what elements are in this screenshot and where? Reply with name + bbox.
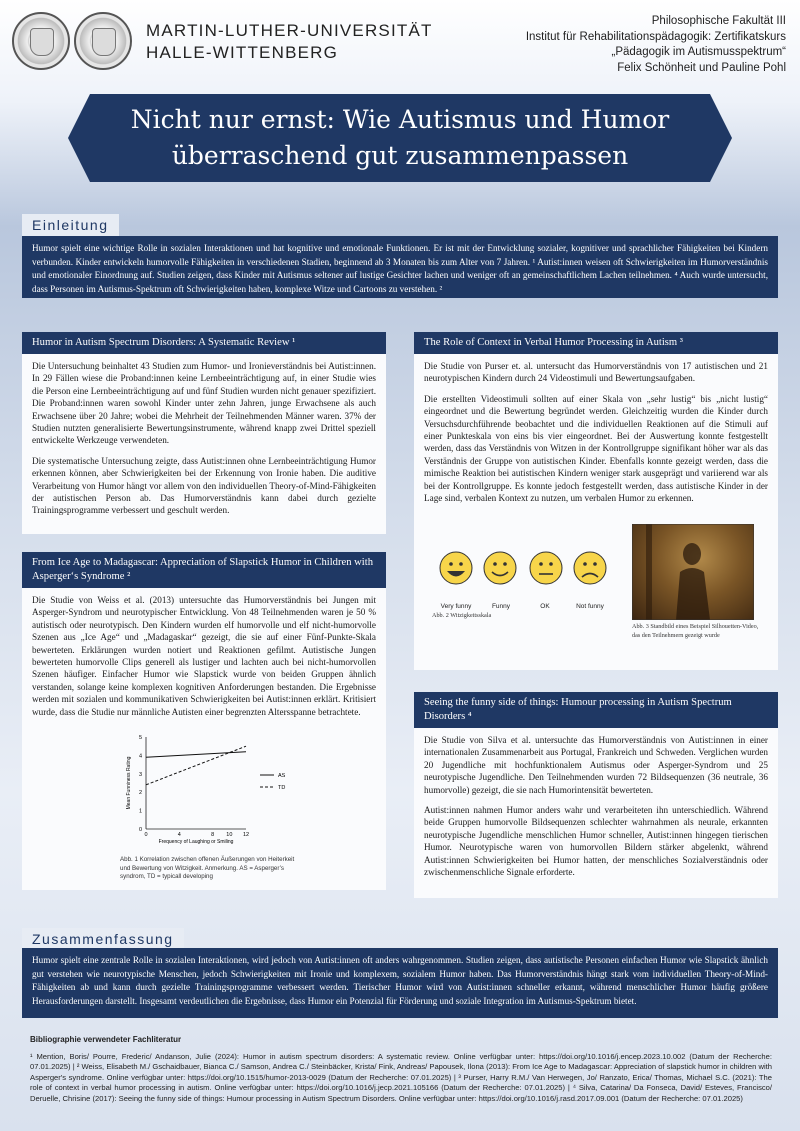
course: „Pädagogik im Autismusspektrum“ [611,46,786,58]
bibliography-text: ¹ Mention, Boris/ Pourre, Frederic/ Andanson, Julie (2024): Humor in autism spectrum disorders: A systematic review. Online verfügbar unter: https://doi.org/10.1016/j.encep.2023.10.002 (Datum der Recherche: 07.01.2025) | ² Weiss, Elisabeth M./ Gschaidbauer, Bianca C./ Samson, Andrea C./ Steinbäcker, Krista/ Fink, Andreas/ Papousek, Ilona (2013): From Ice Age to Madagascar: Appreciation of slapstick humor in children with Asperger's syndrome. Online verfügbar unter: https://doi.org/10.1515/humor-2013-0029 (Datum der Recherche: 07.01.2025) | ³ Purser, Harry R.M./ Van Herwegen, Jo/ Ranzato, Erica/ Thomas, Michael S.C. (2021): The role of context in verbal humor processing in autism. Online verfügbar unter: https://doi.org/10.1016/j.jecp.2021.105166 (Datum der Recherche: 07.01.2025) | ⁴ Silva, Catarina/ Da Fonseca, David/ Esteves, Francisco/ Deruelle, Chrisine (2017): Seeing the funny side of things: Humour processing in Autism Spectrum Disorders. Online verfügbar unter: https://doi.org/10.1016/j.rasd.2017.09.001 (Datum der Recherche: 07.01.2025) [30,1051,772,1103]
card-body [22,354,386,523]
authors: Felix Schönheit und Pauline Pohl [617,61,786,74]
card-body [414,354,778,510]
intro-heading: Einleitung [22,214,119,236]
title-line-2: überraschend gut zusammenpassen [171,141,629,170]
x-tick-label: 0 [144,832,148,838]
y-tick-label: 5 [138,735,142,741]
scale-label: Not funny [576,603,604,610]
not-funny-smiley-icon [574,552,606,584]
video-caption: Abb. 3 Standbild eines Beispiel Silhouetten-Video, das den Teilnehmern gezeigt wurde [632,623,759,639]
x-tick-label: 10 [226,832,233,838]
scale-label: Very funny [440,603,472,610]
scale-caption: Abb. 2 Witzigkeitsskala [432,612,492,619]
silhouette-icon [632,524,754,620]
institute: Institut für Rehabilitationspädagogik: Zertifikatskurs [525,30,786,43]
correlation-chart [112,733,302,853]
series-line-td [146,746,246,785]
legend-label: AS [278,773,286,779]
scale-label: Funny [491,603,511,610]
paragraph: Autist:innen nahmen Humor anders wahr und verarbeiteten ihn unterschiedlich. Während beide Gruppen humorvolle Bildsequenzen schlechter wahrnahmen als neurale, erkannten neurotypische Jugendliche menschlichen Humor schneller, Autist:innen hingegen tierischen Humor. Neurotypische waren von humorvollen Bildern stärker abgelenkt, während Autist:innen Schwierigkeiten bei Humor hatten, der menschliches Sozialverständnis oder zwischenmenschliche Signale erforderte. [424,805,768,878]
paragraph: Die erstellten Videostimuli sollten auf einer Skala von „sehr lustig“ bis „nicht lustig“ eingeordnet und die Bewertung begründet werden. Gleichzeitig wurden die Kinder durch Versuchsdurchführende beobachtet und die individuellen Reaktionen auf die Stimuli auf einer Punkteskala von eins bis vier eingeordnet. Bei der Auswertung konnte festgestellt werden, dass das Verständnis von Witzen in der Kontrollgruppe signifikant höher war als das Verständnis der Gruppe von autistischen Kinder. Ebenfalls konnte gezeigt werden, dass die mimische Reaktion bei autistischen Kindern weniger stark ausgeprägt und variierend war als bei der Kontrollgruppe. Es konnte jedoch festgestellt werden, dass autistische Kinder in der Lage sind, verbalen Kontext zu nutzen, um verbalen Humor zu erkennen. [424,393,768,504]
scale-labels [432,603,612,610]
card-title: Seeing the funny side of things: Humour processing in Autism Spectrum Disorders ⁴ [414,692,778,728]
seal-icon [12,12,70,70]
card-title: The Role of Context in Verbal Humor Processing in Autism ³ [414,332,778,354]
university-line-1: MARTIN-LUTHER-UNIVERSITÄT [146,21,433,40]
bibliography-heading: Bibliographie verwendeter Fachliteratur [30,1035,182,1044]
paragraph: Die Untersuchung beinhaltet 43 Studien zum Humor- und Ironieverständnis bei Autist:innen. In 29 Fällen wiese die Proband:innen keine Lernbeeinträchtigung auf, in einer Studie wies die Person eine Lernbeeinträchtigung auf und fünf Studien wurden nicht genauer spezifiziert. Die Proband:innen waren sowohl Kinder unter zehn Jahren, junge Erwachsene als auch Erwachsene über 20 Jahre; wobei die Mehrheit der Teilnehmenden Männer waren. 37% der Studien nutzten generalisierte Bewertungsinstrumente, während knapp zwei Drittel speziell entwickelte Werkzeuge verwendeten. [32,361,376,446]
bibliography [30,1035,772,1105]
ok-smiley-icon [530,552,562,584]
card-body [22,588,386,724]
series-line-as [146,752,246,758]
summary-heading: Zusammenfassung [22,928,184,950]
faculty: Philosophische Fakultät III [651,15,786,27]
y-tick-label: 2 [138,790,142,797]
university-seals [12,12,132,70]
x-tick-label: 8 [211,832,215,838]
card-humour-processing [414,692,778,898]
university-line-2: HALLE-WITTENBERG [146,43,339,62]
card-title: From Ice Age to Madagascar: Appreciation of Slapstick Humor in Children with Asperger‘s Syndrome ² [22,552,386,588]
title-line-1: Nicht nur ernst: Wie Autismus und Humor [130,105,670,134]
paragraph: Die Studie von Weiss et al. (2013) untersuchte das Humorverständnis bei Jungen mit Asperger-Syndrom und neurotypischer Entwicklung. Von 48 Teilnehmenden waren je 50 % autistisch oder neurotypisch. Den Kindern wurden elf humorvolle und elf nicht-humorvolle Szenen aus „Ice Age“ und „Madagaskar“ gezeigt, die sie auf einer Fünf-Punkte-Skala bewerteten. Erklärungen wurden notiert und Reaktionen gefilmt. Autistische Jungen bewerteten humorvolle Clips generell als lustiger und lachten auch bei nicht-humorvollen Szenen häufiger. Einfacher Humor wie Slapstick wurde von beiden Gruppen ähnlich verstanden, solange keine komplexen kognitiven Anforderungen bestanden. Die Ergebnisse werden mit sozialen und kommunikativen Schwierigkeiten bei Autist:innen erklärt. Kritisiert wurde, dass die Studie nur männliche Autisten einer begrenzten Altersspanne betrachtete. [32,595,376,717]
paragraph: Die systematische Untersuchung zeigte, dass Autist:innen ohne Lernbeeinträchtigung Humor erkennen können, aber Schwierigkeiten bei der Erkennung von Ironie haben. Die auditive Verarbeitung von Humor hängt vor allem von den individuellen Theory-of-Mind-Fähigkeiten der autistischen Person ab. Das Humorverständnis kann dabei durch gezielte Trainingsprogramme verbessert und geschult werden. [32,455,376,516]
y-tick-label: 3 [138,771,142,778]
title-banner [90,94,710,182]
chart-svg [112,733,302,848]
funniness-scale [432,548,612,621]
summary-text: Humor spielt eine zentrale Rolle in sozialen Interaktionen, wird jedoch von Autist:innen oft anders wahrgenommen. Studien zeigen, dass autistische Personen einfachen Humor wie Slapstick ähnlich gut verstehen wie neurotypische Menschen, jedoch Schwierigkeiten mit Ironie und komplexem, sozialem Humor haben. Das Humorverständnis hängt stark vom individuellen Theory-of-Mind-Fähigkeiten ab und kann durch gezielte Trainingsprogramme verbessert werden. Tierischer Humor wird von Autist:innen schneller erkannt, während menschlicher Humor häufig größere Herausforderungen darstellt. Insgesamt verdeutlichen die Ergebnisse, dass Humor ein Potenzial für Förderung und soziale Integration im Autismus-Spektrum bietet. [22,948,778,1018]
legend-label: TD [278,785,286,791]
card-systematic-review [22,332,386,534]
y-tick-label: 1 [138,808,142,815]
header-right [526,14,786,76]
seal-icon [74,12,132,70]
chart-caption: Abb. 1 Korrelation zwischen offenen Äußerungen von Heiterkeit und Bewertung von Witzigkeit. Anmerkung. AS = Asperger’s syndrom, TD = typicall developing [120,856,295,881]
scale-label: OK [540,603,550,610]
university-name [146,20,433,64]
intro-text: Humor spielt eine wichtige Rolle in sozialen Interaktionen und hat kognitive und emotionale Funktionen. Er ist mit der Entwicklung sozialer, kognitiver und sprachlicher Fähigkeiten bei Kindern verbunden. Kinder entwickeln humorvolle Fähigkeiten in verschiedenen Stadien, beginnend ab 3 Monaten bis zum Alter von 7 Jahren. ¹ Autist:innen weisen oft Schwierigkeiten im Humorverständnis und emotionaler Einordnung auf. Studien zeigen, dass Kinder mit Autismus seltener auf lustige Gesichter lachen und weniger oft an gemeinschaftlichem Lachen teilnehmen. ⁴ Auch wurde untersucht, dass Personen im Autismus-Spektrum oft Schwierigkeiten haben, komplexe Witze und Cartoons zu verstehen. ² [22,236,778,298]
x-axis-label: Frequency of Laughing or Smiling [158,839,234,845]
very-funny-smiley-icon [440,552,472,584]
x-tick-label: 4 [177,832,181,838]
funny-smiley-icon [484,552,516,584]
silhouette-video-still [632,524,754,620]
card-title: Humor in Autism Spectrum Disorders: A Systematic Review ¹ [22,332,386,354]
y-tick-label: 0 [138,827,142,833]
y-axis-label: Mean Funniness Rating [126,756,132,810]
paragraph: Die Studie von Silva et al. untersuchte das Humorverständnis von Autist:innen in einer internationalen Zusammenarbeit aus Portugal, Frankreich und Schweden. Verglichen wurden 20 Jugendliche mit hochfunktionalem Autismus oder Asperger-Syndrom und 25 neurotypische Jugendliche. Den Teilnehmenden wurden 72 Bildsequenzen (36 neutrale, 36 humorvolle) gezeigt, die sie nach Humorintensität bewerteten. [424,735,768,795]
x-tick-label: 12 [242,832,250,838]
paragraph: Die Studie von Purser et. al. untersucht das Humorverständnis von 17 autistischen und 21 neurotypischen Kindern durch 24 Videostimuli und Bewertungsaufgaben. [424,361,768,384]
smiley-faces [432,548,612,598]
y-tick-label: 4 [138,753,142,760]
card-body [414,728,778,884]
